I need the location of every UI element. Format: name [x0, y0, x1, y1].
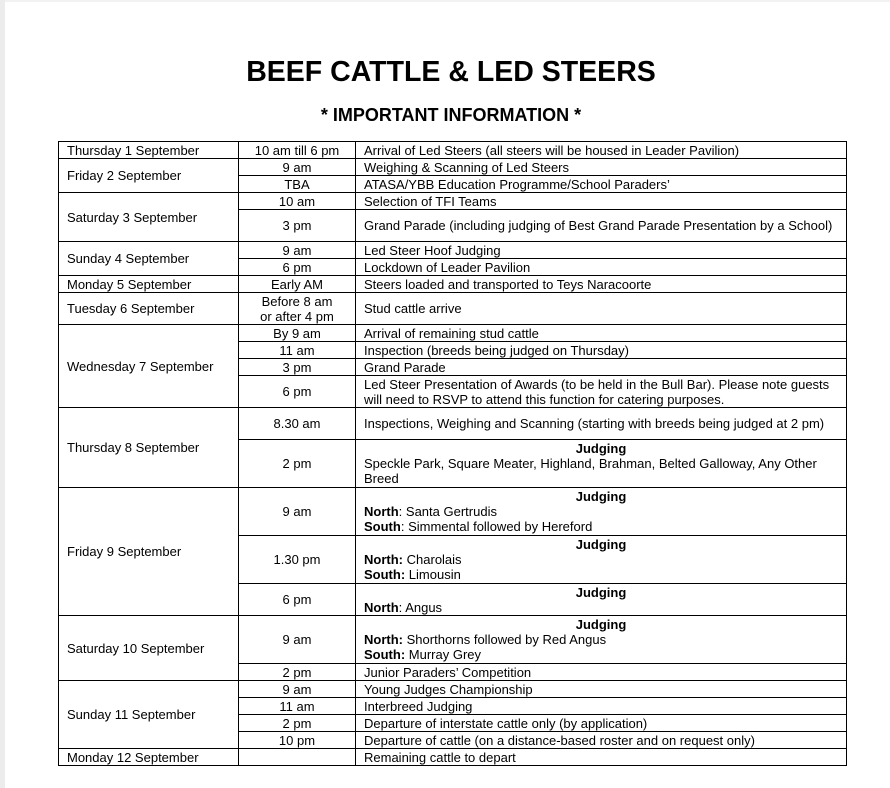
event-cell: Arrival of remaining stud cattle — [356, 325, 847, 342]
north-label: North: — [364, 552, 404, 567]
event-cell: Inspections, Weighing and Scanning (starting with breeds being judged at 2 pm) — [356, 408, 847, 440]
event-cell: ATASA/YBB Education Programme/School Paraders’ — [356, 176, 847, 193]
day-cell: Thursday 1 September — [59, 142, 239, 159]
north-label: North — [364, 599, 399, 615]
north-line: North: Santa Gertrudis — [364, 504, 497, 519]
table-row — [59, 242, 847, 259]
north-label: North — [364, 504, 399, 519]
time-cell: TBA — [239, 176, 356, 193]
time-cell: 9 am — [239, 159, 356, 176]
judging-heading: Judging — [575, 441, 627, 456]
event-cell — [356, 584, 847, 616]
time-cell: 2 pm — [239, 715, 356, 732]
table-row — [59, 142, 847, 159]
table-row — [59, 488, 847, 536]
time-line: Before 8 am — [261, 293, 333, 309]
table-row — [59, 749, 847, 766]
south-line: South: Simmental followed by Hereford — [364, 519, 593, 534]
event-cell: Inspection (breeds being judged on Thursday) — [356, 342, 847, 359]
day-cell: Monday 12 September — [59, 749, 239, 766]
south-line — [364, 647, 838, 662]
event-cell: Departure of cattle (on a distance-based roster and on request only) — [356, 732, 847, 749]
time-cell — [239, 749, 356, 766]
judging-heading: Judging — [575, 584, 627, 600]
south-label: South — [364, 519, 401, 534]
time-cell: 11 am — [239, 698, 356, 715]
event-cell: Stud cattle arrive — [356, 293, 847, 325]
event-cell: Grand Parade — [356, 359, 847, 376]
day-cell: Thursday 8 September — [59, 408, 239, 488]
event-cell: Steers loaded and transported to Teys Naracoorte — [356, 276, 847, 293]
day-cell: Friday 2 September — [59, 159, 239, 193]
north-breeds: Santa Gertrudis — [405, 504, 497, 519]
south-line — [364, 567, 838, 582]
event-cell: Lockdown of Leader Pavilion — [356, 259, 847, 276]
day-cell: Saturday 3 September — [59, 193, 239, 242]
judging-heading: Judging — [575, 537, 627, 552]
table-row — [59, 681, 847, 698]
event-cell: Junior Paraders’ Competition — [356, 664, 847, 681]
table-row — [59, 276, 847, 293]
table-row — [59, 325, 847, 342]
time-cell: Early AM — [239, 276, 356, 293]
event-cell — [356, 440, 847, 488]
north-line — [364, 552, 838, 567]
south-breeds: Simmental followed by Hereford — [408, 519, 593, 534]
day-cell: Tuesday 6 September — [59, 293, 239, 325]
event-cell — [356, 616, 847, 664]
page-subtitle: * IMPORTANT INFORMATION * — [320, 105, 582, 125]
time-cell: 9 am — [239, 681, 356, 698]
event-cell: Led Steer Hoof Judging — [356, 242, 847, 259]
event-cell: Arrival of Led Steers (all steers will be housed in Leader Pavilion) — [356, 142, 847, 159]
north-label: North: — [364, 632, 404, 647]
page-top-edge — [0, 0, 890, 2]
time-cell: 10 am — [239, 193, 356, 210]
day-cell: Sunday 4 September — [59, 242, 239, 276]
event-text: Speckle Park, Square Meater, Highland, Brahman, Belted Galloway, Any Other Breed — [364, 456, 817, 486]
event-cell: Weighing & Scanning of Led Steers — [356, 159, 847, 176]
time-cell: 11 am — [239, 342, 356, 359]
time-line: or after 4 pm — [260, 308, 334, 324]
page-title: BEEF CATTLE & LED STEERS — [246, 56, 656, 88]
table-row — [59, 293, 847, 325]
time-cell: 1.30 pm — [239, 536, 356, 584]
event-cell: Selection of TFI Teams — [356, 193, 847, 210]
event-cell: Departure of interstate cattle only (by application) — [356, 715, 847, 732]
south-breeds: Limousin — [408, 567, 461, 582]
judging-heading: Judging — [575, 489, 627, 504]
north-breeds: Shorthorns followed by Red Angus — [406, 632, 607, 647]
table-row — [59, 408, 847, 440]
time-cell: 2 pm — [239, 440, 356, 488]
time-cell: 10 pm — [239, 732, 356, 749]
time-cell: 6 pm — [239, 376, 356, 408]
event-cell — [356, 488, 847, 536]
day-cell: Wednesday 7 September — [59, 325, 239, 408]
north-line — [364, 632, 838, 647]
table-row — [59, 193, 847, 210]
time-cell — [239, 293, 356, 325]
time-cell: 9 am — [239, 616, 356, 664]
time-cell: 2 pm — [239, 664, 356, 681]
north-line: North: Angus — [364, 599, 443, 615]
time-cell: 6 pm — [239, 584, 356, 616]
south-label: South: — [364, 567, 406, 582]
time-cell: 10 am till 6 pm — [239, 142, 356, 159]
table-row — [59, 159, 847, 176]
event-cell — [356, 536, 847, 584]
time-cell: 3 pm — [239, 210, 356, 242]
schedule-table — [58, 141, 847, 766]
judging-heading: Judging — [575, 617, 627, 632]
event-cell: Young Judges Championship — [356, 681, 847, 698]
time-cell: 9 am — [239, 488, 356, 536]
time-cell: 8.30 am — [239, 408, 356, 440]
time-cell: 9 am — [239, 242, 356, 259]
day-cell: Saturday 10 September — [59, 616, 239, 681]
south-breeds: Murray Grey — [408, 647, 482, 662]
day-cell: Sunday 11 September — [59, 681, 239, 749]
north-breeds: Angus — [405, 599, 443, 615]
time-cell: 6 pm — [239, 259, 356, 276]
event-cell: Remaining cattle to depart — [356, 749, 847, 766]
day-cell: Monday 5 September — [59, 276, 239, 293]
event-cell: Led Steer Presentation of Awards (to be held in the Bull Bar). Please note guests will need to RSVP to attend this function for catering purposes. — [356, 376, 847, 408]
day-cell: Friday 9 September — [59, 488, 239, 616]
south-label: South: — [364, 647, 406, 662]
table-row — [59, 616, 847, 664]
time-cell: By 9 am — [239, 325, 356, 342]
time-cell: 3 pm — [239, 359, 356, 376]
event-cell: Interbreed Judging — [356, 698, 847, 715]
north-breeds: Charolais — [406, 552, 462, 567]
event-cell: Grand Parade (including judging of Best Grand Parade Presentation by a School) — [356, 210, 847, 242]
